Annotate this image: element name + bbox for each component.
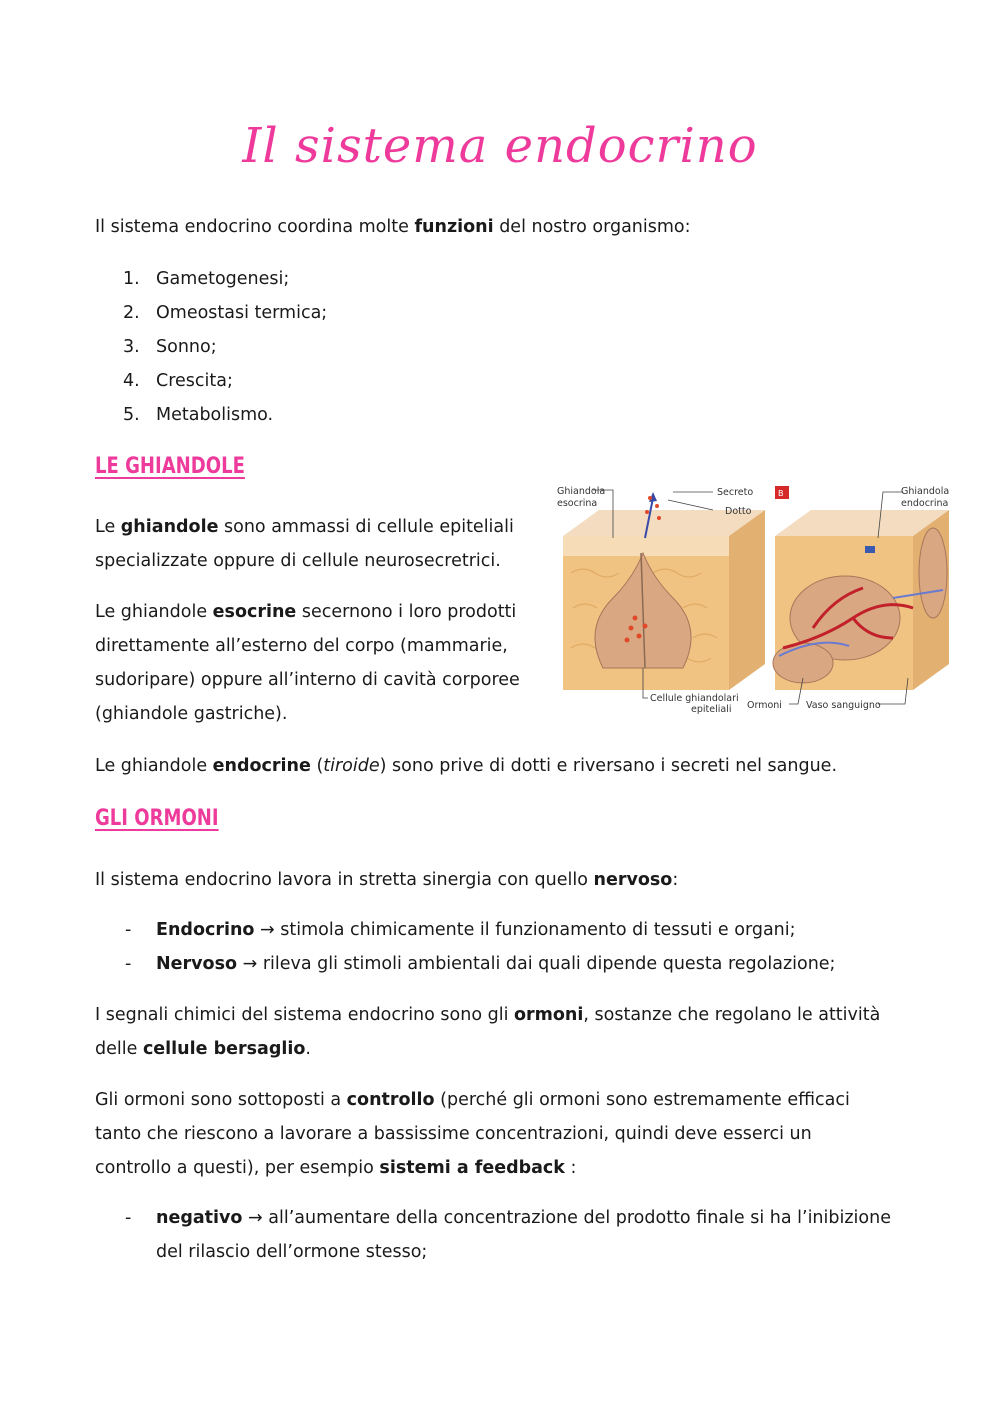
bold-text: esocrine [212,602,297,622]
text: ) sono prive di dotti e riversano i secreti nel sangue. [379,756,838,776]
arrow-icon: → [254,920,281,940]
text: all’aumentare della concentrazione del prodotto finale si ha l’inibizione [268,1208,891,1228]
controllo-paragraph [95,1083,850,1185]
text: Le [95,517,121,537]
text: Le ghiandole [95,602,213,622]
list-number: 2. [123,303,140,323]
dash-marker: - [125,920,132,940]
intro-text-end: del nostro organismo: [493,217,691,237]
list-item [95,296,327,330]
text: I segnali chimici del sistema endocrino sono gli [95,1005,515,1025]
label-cells-2: epiteliali [691,704,732,715]
text: delle [95,1039,143,1059]
bold-text: sistemi a feedback [379,1158,565,1178]
glands-illustration [553,478,955,720]
bold-text: ormoni [514,1005,584,1025]
text: tanto che riescono a lavorare a bassissime concentrazioni, quindi deve esserci un [95,1124,812,1144]
label-dotto: Dotto [725,506,752,517]
text: secernono i loro prodotti [296,602,517,622]
list-text: Omeostasi termica; [156,303,328,323]
text: Le ghiandole [95,756,213,776]
list-item [95,398,327,432]
label-exocrine-1: Ghiandola [557,486,606,497]
bold-text: Nervoso [156,954,238,974]
text: del rilascio dell’ormone stesso; [156,1242,428,1262]
text: Gli ormoni sono sottoposti a [95,1090,347,1110]
list-item [95,364,327,398]
text: sudoripare) oppure all’interno di cavità corporee [95,670,520,690]
label-exocrine-2: esocrina [557,498,598,509]
list-number: 5. [123,405,140,425]
text: (ghiandole gastriche). [95,704,288,724]
list-text: Metabolismo. [156,405,274,425]
text: specializzate oppure di cellule neurosecretrici. [95,551,501,571]
text: ( [310,756,324,776]
italic-text: tiroide [323,756,380,776]
list-text: Gametogenesi; [156,269,290,289]
label-cells-1: Cellule ghiandolari [650,693,739,704]
text: : [672,870,679,890]
bold-text: cellule bersaglio [142,1039,306,1059]
list-text: Crescita; [156,371,233,391]
label-b: B [778,489,784,498]
bold-text: nervoso [593,870,673,890]
label-ormoni: Ormoni [747,700,782,711]
intro-bold: funzioni [414,217,494,237]
label-secreto: Secreto [717,487,754,498]
text: stimola chimicamente il funzionamento di tessuti e organi; [280,920,796,940]
label-endocrine-1: Ghiandola [901,486,950,497]
bold-text: controllo [346,1090,435,1110]
section-heading-ormoni: GLI ORMONI [95,806,219,831]
label-vaso: Vaso sanguigno [806,700,881,711]
nervoso-paragraph [95,863,678,897]
esocrine-paragraph [95,595,520,731]
list-number: 3. [123,337,140,357]
list-number: 4. [123,371,140,391]
list-item [95,262,327,296]
exocrine-gland-block [563,492,765,690]
bold-text: endocrine [212,756,311,776]
text: sono ammassi di cellule epiteliali [218,517,514,537]
text: (perché gli ormoni sono estremamente efficaci [434,1090,850,1110]
intro-text: Il sistema endocrino coordina molte [95,217,415,237]
list-item [95,913,835,947]
text: , sostanze che regolano le attività [583,1005,881,1025]
ghiandole-paragraph [95,510,514,578]
bold-text: ghiandole [120,517,219,537]
list-item [95,1201,891,1269]
bold-text: negativo [156,1208,243,1228]
text: : [564,1158,577,1178]
text: controllo a questi), per esempio [95,1158,380,1178]
dash-marker: - [125,1208,132,1228]
intro-paragraph [95,210,691,244]
functions-list [95,262,327,432]
list-item [95,330,327,364]
page-title: Il sistema endocrino [242,118,758,174]
text: direttamente all’esterno del corpo (mammarie, [95,636,508,656]
text: Il sistema endocrino lavora in stretta sinergia con quello [95,870,594,890]
text: . [305,1039,311,1059]
list-number: 1. [123,269,140,289]
endocrine-paragraph [95,749,837,783]
ormoni-paragraph [95,998,880,1066]
arrow-icon: → [237,954,263,974]
dash-marker: - [125,954,132,974]
endocrine-gland-block [773,510,949,690]
label-endocrine-2: endocrina [901,498,949,509]
text: rileva gli stimoli ambientali dai quali dipende questa regolazione; [262,954,836,974]
bold-text: Endocrino [156,920,255,940]
list-text: Sonno; [156,337,217,357]
feedback-list [95,1201,891,1269]
arrow-icon: → [242,1208,269,1228]
section-heading-ghiandole: LE GHIANDOLE [95,454,245,479]
systems-list [95,913,835,981]
list-item [95,947,835,981]
